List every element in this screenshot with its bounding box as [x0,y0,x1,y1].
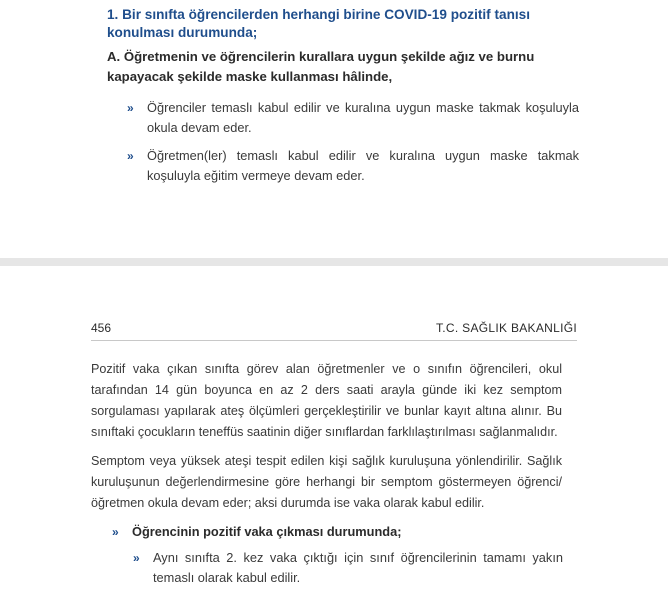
running-header: T.C. SAĞLIK BAKANLIĞI [435,321,577,335]
list-item [127,98,579,138]
list-item [112,522,572,542]
document-page-top [0,0,668,258]
body-paragraph: Pozitif vaka çıkan sınıfta görev alan öğretmenler ve o sınıfın öğrencileri, okul tarafından 14 gün boyunca en az 2 ders saati arayla günde iki kez semptom sorgulaması yapılarak ateş ölçümleri gerçekleştirilir ve bunlar kayıt altına alınır. Bu sınıftaki çocukların teneffüs saatinin diğer sınıflardan farklılaştırılması sağlanmalıdır. [91,362,562,439]
list-item-text: Öğrenciler temaslı kabul edilir ve kuralına uygun maske takmak koşuluyla okula devam eder. [147,100,579,135]
subsection-heading: A. Öğretmenin ve öğrencilerin kurallara uygun şekilde ağız ve burnu kapayacak şekilde maske kullanması hâlinde, [107,49,535,84]
list-item-text: Öğretmen(ler) temaslı kabul edilir ve kuralına uygun maske takmak koşuluyla eğitim vermeye devam eder. [147,148,579,183]
page-separator [0,258,668,266]
page-number: 456 [91,321,112,335]
list-item-text: Aynı sınıfta 2. kez vaka çıktığı için sınıf öğrencilerinin tamamı yakın temaslı olarak kabul edilir. [153,550,563,585]
list-item-heading: Öğrencinin pozitif vaka çıkması durumunda; [132,524,402,539]
section-heading: 1. Bir sınıfta öğrencilerden herhangi birine COVID-19 pozitif tanısı konulması durumunda; [107,7,530,40]
document-page-bottom [0,266,668,591]
header-rule [91,340,577,341]
bullet-icon: » [127,101,134,115]
bullet-icon: » [127,149,134,163]
body-paragraph: Semptom veya yüksek ateşi tespit edilen kişi sağlık kuruluşuna yönlendirilir. Sağlık kuruluşunun değerlendirmesine göre herhangi bir semptom göstermeyen öğrenci/öğretmen okula devam eder; aksi durumda ise vaka olarak kabul edilir. [91,454,562,510]
bullet-icon: » [133,551,140,565]
bullet-icon: » [112,525,119,539]
list-item [127,146,579,186]
list-item [133,548,563,588]
